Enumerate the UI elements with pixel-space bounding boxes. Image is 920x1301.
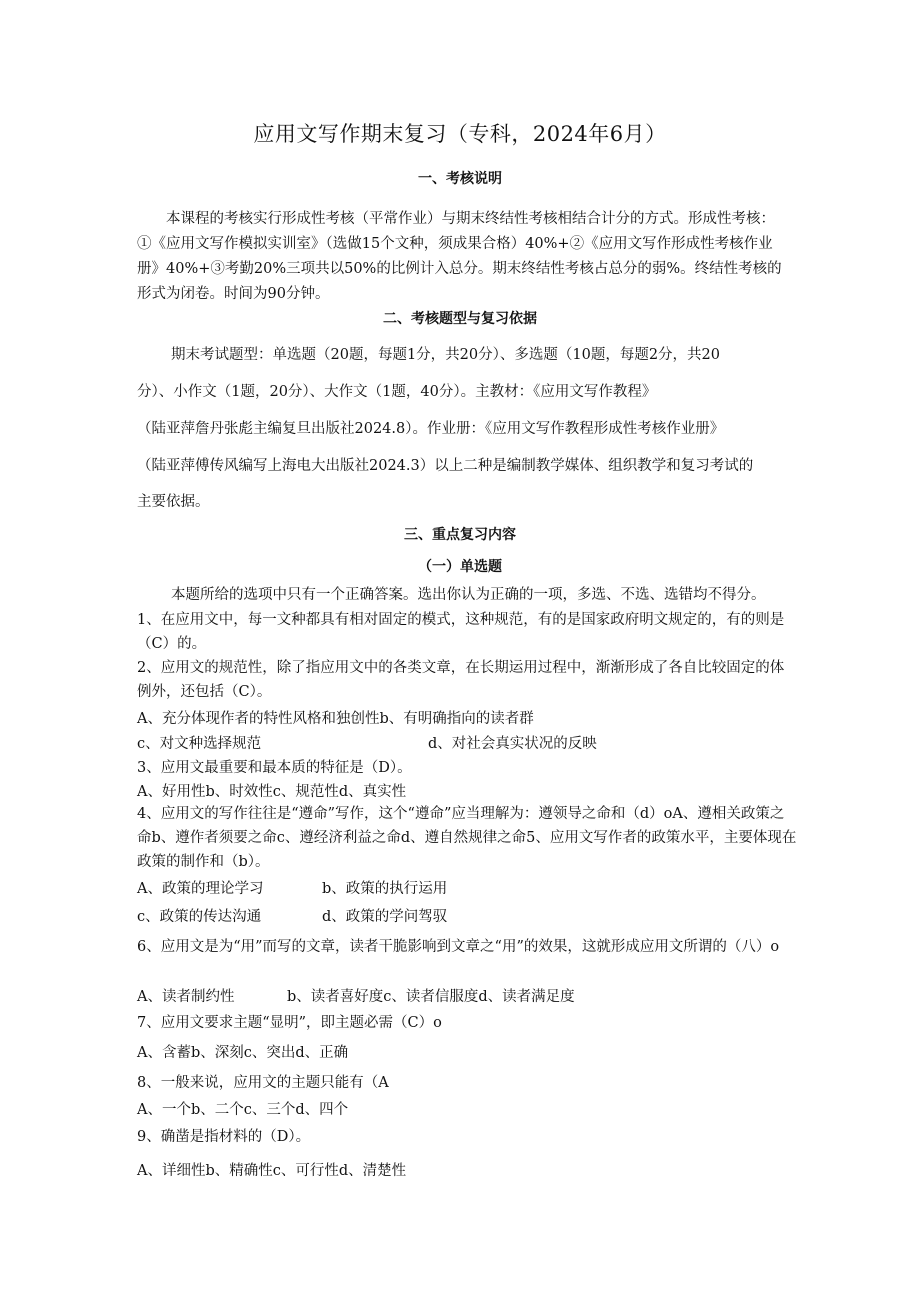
section-heading-key-review: 三、重点复习内容 — [404, 527, 516, 543]
question-types-line: 分）、小作文（1题，20分）、大作文（1题，40分）。主教材：《应用文写作教程》 — [137, 384, 657, 400]
question-types-line: 主要依据。 — [137, 494, 210, 510]
question-9-options: A、详细性b、精确性c、可行性d、清楚性 — [137, 1163, 407, 1179]
question-9: 9、确凿是指材料的（D）。 — [137, 1129, 311, 1145]
question-2-option-c: c、对文种选择规范 — [137, 736, 262, 752]
question-5-option-c: c、政策的传达沟通 — [137, 909, 262, 925]
question-6-option-a: A、读者制约性 — [137, 989, 235, 1005]
question-5-option-a: A、政策的理论学习 — [137, 881, 264, 897]
question-8: 8、一般来说，应用文的主题只能有（A — [137, 1075, 389, 1091]
question-3: 3、应用文最重要和最本质的特征是（D）。 — [137, 760, 412, 776]
question-6: 6、应用文是为“用”而写的文章，读者干脆影响到文章之“用”的效果，这就形成应用文所谓的（八）o — [137, 939, 780, 955]
question-2-option-d: d、对社会真实状况的反映 — [428, 736, 597, 752]
question-types-line: （陆亚萍詹丹张彪主编复旦出版社2024.8）。作业册：《应用文写作教程形成性考核作业册》 — [137, 421, 725, 437]
section-heading-exam-description: 一、考核说明 — [418, 171, 502, 187]
question-types-line: 期末考试题型：单选题（20题，每题1分，共20分）、多选题（10题，每题2分，共20 — [171, 347, 721, 363]
question-8-options: A、一个b、二个c、三个d、四个 — [137, 1102, 349, 1118]
single-choice-instructions: 本题所给的选项中只有一个正确答案。选出你认为正确的一项，多选、不选、选错均不得分。 — [171, 587, 766, 603]
subsection-heading-single-choice: （一）单选题 — [418, 559, 502, 575]
question-6-options-bcd: b、读者喜好度c、读者信服度d、读者满足度 — [287, 989, 575, 1005]
question-3-options: A、好用性b、时效性c、规范性d、真实性 — [137, 784, 407, 800]
question-2-options-ab: A、充分体现作者的特性风格和独创性b、有明确指向的读者群 — [137, 711, 534, 727]
question-4: 4、应用文的写作往往是“遵命”写作，这个“遵命”应当理解为：遵领导之命和（d）oA、遵相关政策之命b、遵作者须要之命c、遵经济利益之命d、遵自然规律之命5、应用文写作者的政策水平，主要体现在政策的制作和（b）。 — [137, 806, 797, 870]
exam-description-paragraph: 本课程的考核实行形成性考核（平常作业）与期末终结性考核相结合计分的方式。形成性考核：①《应用文写作模拟实训室》（选做15个文种，须成果合格）40%+②《应用文写作形成性考核作业册》40%+③考勤20%三项共以50%的比例计入总分。期末终结性考核占总分的弱%。终结性考核的形式为闭卷。时间为90分钟。 — [137, 211, 782, 302]
section-heading-question-types: 二、考核题型与复习依据 — [383, 311, 537, 327]
question-7: 7、应用文要求主题“显明”，即主题必需（C）o — [137, 1015, 442, 1031]
question-1: 1、在应用文中，每一文种都具有相对固定的模式，这种规范，有的是国家政府明文规定的，有的则是（C）的。 — [137, 612, 785, 652]
document-title: 应用文写作期末复习（专科，2024年6月） — [253, 122, 667, 146]
question-5-option-b: b、政策的执行运用 — [322, 881, 448, 897]
question-5-option-d: d、政策的学问驾驭 — [322, 909, 448, 925]
question-types-line: （陆亚萍傅传风编写上海电大出版社2024.3）以上二种是编制教学媒体、组织教学和复习考试的 — [137, 458, 754, 474]
question-2: 2、应用文的规范性，除了指应用文中的各类文章，在长期运用过程中，渐渐形成了各自比较固定的体例外，还包括（C）。 — [137, 660, 785, 700]
question-7-options: A、含蓄b、深刻c、突出d、正确 — [137, 1045, 349, 1061]
